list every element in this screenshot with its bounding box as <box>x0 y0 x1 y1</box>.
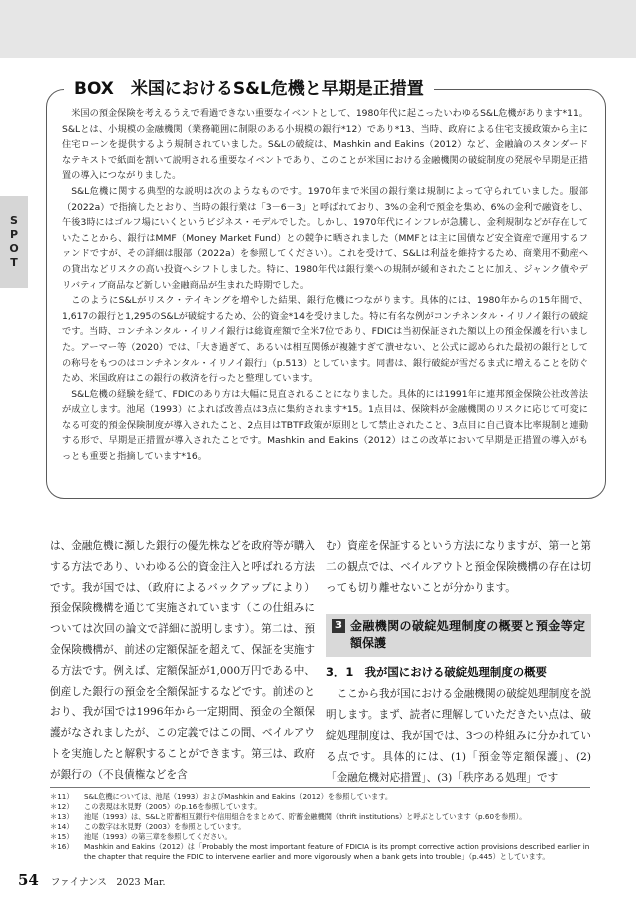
right-column-intro: む）資産を保証するという方法になりますが、第一と第二の観点では、ベイルアウトと預金保険機構の存在は切っても切り離せないことが分かります。 <box>326 540 591 594</box>
footnote-text: Mashkin and Eakins（2012）は「Probably the most important feature of FDICIA is its prompt corrective action provisions described earlier in the chapter that require the FDIC to intervene earlier and more vigorously when a bank gets into trouble」（p.445）としています。 <box>84 842 590 861</box>
footnote-mark: ＊16） <box>50 842 74 851</box>
box-paragraph: S&L危機に関する典型的な説明は次のようなものです。1970年まで米国の銀行業は規制によって守られていました。服部（2022a）で指摘したとおり、当時の銀行業は「3－6－3」と呼ばれており、3%の金利で預金を集め、6%の金利で融資をし、午後3時にはゴルフ場にいくというビジネス・モデルでした。しかし、1970年代にインフレが急騰し、金利規制などが存在していたことから、銀行はMMF（Money Market Fund）との競争に晒されました（MMFとは主に国債など安全資産で運用するファンドですが、その詳細は服部（2022a）を参照してください）。これを受けて、S&Lは利益を維持するため、商業用不動産への貸出などリスクの高い投資へシフトしました。特に、1980年代は銀行業への規制が緩和されたことに加え、ジャンク債やデリバティブ商品など新しい金融商品が生まれた時期でした。 <box>62 185 588 291</box>
footnote <box>50 822 590 832</box>
header-band <box>0 0 636 58</box>
section-title: 金融機関の破綻処理制度の概要と預金等定額保護 <box>350 619 585 651</box>
spot-tab-label: SPOT <box>7 214 21 270</box>
right-column-text: ここから我が国における金融機関の破綻処理制度を説明します。まず、読者に理解していただきたい点は、破綻処理制度は、我が国では、3つの枠組みに分かれている点です。具体的には、(1)「預金等定額保護」、(2)「金融危機対応措置」、(3)「秩序ある処理」です <box>326 688 591 784</box>
box-paragraph: 米国の預金保険を考えるうえで看過できない重要なイベントとして、1980年代に起こったいわゆるS&L危機があります*11。S&Lとは、小規模の金融機関（業務範囲に制限のある小規模の銀行*12）であり*13、当時、政府による住宅支援政策から主に住宅ローンを提供するよう規制されていました。S&Lの破綻は、Mashkin and Eakins（2012）など、金融論のスタンダードなテキストで紙面を割いて説明される重要なイベントであり、このことが米国における金融機関の破綻制度の発展や早期是正措置の導入につながりました。 <box>62 108 588 182</box>
box-body <box>62 106 588 465</box>
journal-name: ファイナンス 2023 Mar. <box>50 877 166 888</box>
section-number-badge: 3 <box>332 619 345 633</box>
left-column-text: は、金融危機に瀕した銀行の優先株などを政府等が購入する方法であり、いわゆる公的資金注入と呼ばれる方法です。我が国では、（政府によるバックアップにより）預金保険機構を通じて実施されています（この仕組みについては次回の論文で詳細に説明します）。第二は、預金保険機構が、前述の定額保証を超えて、保証を実施する方法です。例えば、定額保証が1,000万円である中、倒産した銀行の預金を全額保証するなどです。前述のとおり、我が国では1996年から一定期間、預金の全額保護がなされましたが、この定義ではこの間、ベイルアウトを実施したと解釈することができます。第三は、政府が銀行の（不良債権などを含 <box>50 540 315 781</box>
spot-side-tab <box>0 196 28 288</box>
footnote-mark: ＊12） <box>50 802 74 811</box>
box-paragraph: S&L危機の経験を経て、FDICのあり方は大幅に見直されることになりました。具体的には1991年に連邦預金保険公社改善法が成立します。池尾（1993）によれば改善点は3点に集約されます*15。1点目は、保険料が金融機関のリスクに応じて可変になる可変的預金保険制度が導入されたこと、2点目はTBTF政策が原則として禁止されたこと、3点目に自己資本比率規制と連動する形で、早期是正措置が導入されたことです。Mashkin and Eakins（2012）はこの改革において早期是正措置の導入がもっとも重要と指摘しています*16。 <box>62 388 588 463</box>
footnote-text: この数字は氷見野（2003）を参照としています。 <box>84 822 246 831</box>
left-column <box>50 536 315 786</box>
box-title: BOX 米国におけるS&L危機と早期是正措置 <box>64 77 434 101</box>
footnote-text: S&L危機については、池尾（1993）およびMashkin and Eakins（2012）を参照しています。 <box>84 792 393 801</box>
section-heading <box>326 614 591 657</box>
footnote <box>50 812 590 822</box>
footnote <box>50 802 590 812</box>
right-column <box>326 536 591 788</box>
footnote-mark: ＊13） <box>50 812 74 821</box>
footnote-mark: ＊15） <box>50 832 74 841</box>
footnote <box>50 792 590 802</box>
subsection-heading: 3．1 我が国における破綻処理制度の概要 <box>326 665 547 680</box>
footnote-mark: ＊11） <box>50 792 74 801</box>
footnote <box>50 832 590 842</box>
footnote-text: 池尾（1993）は、S&Lと貯蓄相互銀行や信用組合をまとめて、貯蓄金融機関（thrift institutions）と呼ぶとしています（p.60を参照）。 <box>84 812 527 821</box>
footnote-text: この表現は氷見野（2005）のp.16を参照しています。 <box>84 802 262 811</box>
box-paragraph: このようにS&Lがリスク・テイキングを増やした結果、銀行危機につながります。具体的には、1980年からの15年間で、1,617の銀行と1,295のS&Lが破綻するため、公的資金*14を受けました。特に有名な例がコンチネンタル・イリノイ銀行の破綻です。当時、コンチネンタル・イリノイ銀行は総資産額で全米7位であり、FDICは当初保証された額以上の預金保護を行いました。アーマー等（2020）では、「大き過ぎて、あるいは相互関係が複雑すぎて潰せない、と公式に認められた最初の銀行としての称号をもつのはコンチネンタル・イリノイ銀行」（p.513）としています。同書は、銀行破綻が雪だるま式に増えることを防ぐため、米国政府はこの銀行の救済を行ったと整理しています。 <box>62 295 588 385</box>
footnote <box>50 842 590 862</box>
footnote-mark: ＊14） <box>50 822 74 831</box>
footnotes <box>50 787 590 862</box>
footnote-text: 池尾（1993）の第三章を参照してください。 <box>84 832 232 841</box>
page-number: 54 <box>18 871 39 889</box>
page-footer <box>18 871 166 889</box>
